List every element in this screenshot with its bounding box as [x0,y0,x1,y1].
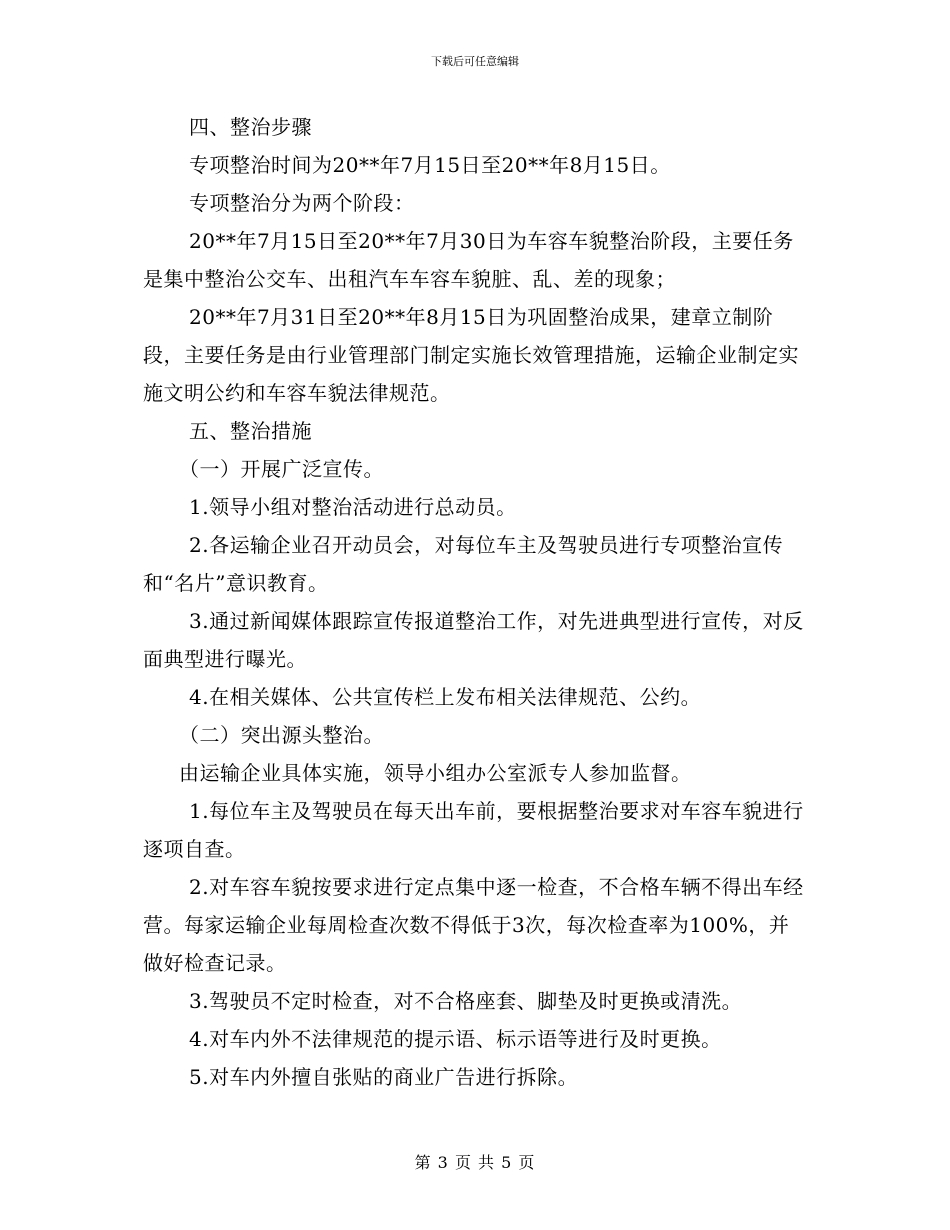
list-item: 2.对车容车貌按要求进行定点集中逐一检查，不合格车辆不得出车经营。每家运输企业每周检查次数不得低于3次，每次检查率为100%，并做好检查记录。 [143,875,804,975]
list-item: 5.对车内外擅自张贴的商业广告进行拆除。 [189,1065,579,1089]
list-item: 3.通过新闻媒体跟踪宣传报道整治工作，对先进典型进行宣传，对反面典型进行曝光。 [143,609,804,671]
page-header-note: 下载后可任意编辑 [431,55,519,68]
subsection-heading: （二）突出源头整治。 [179,723,384,747]
section-heading-steps: 四、整治步骤 [189,115,312,139]
paragraph: 专项整治时间为20**年7月15日至20**年8月15日。 [189,153,671,177]
list-item: 4.在相关媒体、公共宣传栏上发布相关法律规范、公约。 [189,685,702,709]
list-item: 4.对车内外不法律规范的提示语、标示语等进行及时更换。 [189,1027,722,1051]
section-heading-measures: 五、整治措施 [189,419,312,443]
list-item: 3.驾驶员不定时检查，对不合格座套、脚垫及时更换或清洗。 [189,989,743,1013]
paragraph: 20**年7月31日至20**年8月15日为巩固整治成果，建章立制阶段，主要任务是由行业管理部门制定实施长效管理措施，运输企业制定实施文明公约和车容车貌法律规范。 [143,305,799,405]
list-item: 1.领导小组对整治活动进行总动员。 [189,495,517,519]
paragraph: 由运输企业具体实施，领导小组办公室派专人参加监督。 [179,761,692,785]
list-item: 1.每位车主及驾驶员在每天出车前，要根据整治要求对车容车貌进行逐项自查。 [143,799,804,861]
document-body [143,108,807,1096]
subsection-heading: （一）开展广泛宣传。 [179,457,384,481]
paragraph: 专项整治分为两个阶段： [189,191,415,215]
list-item: 2.各运输企业召开动员会，对每位车主及驾驶员进行专项整治宣传和“名片”意识教育。 [143,533,784,595]
page-number: 第 3 页 共 5 页 [414,1153,536,1172]
paragraph: 20**年7月15日至20**年7月30日为车容车貌整治阶段，主要任务是集中整治公交车、出租汽车车容车貌脏、乱、差的现象； [143,229,794,291]
